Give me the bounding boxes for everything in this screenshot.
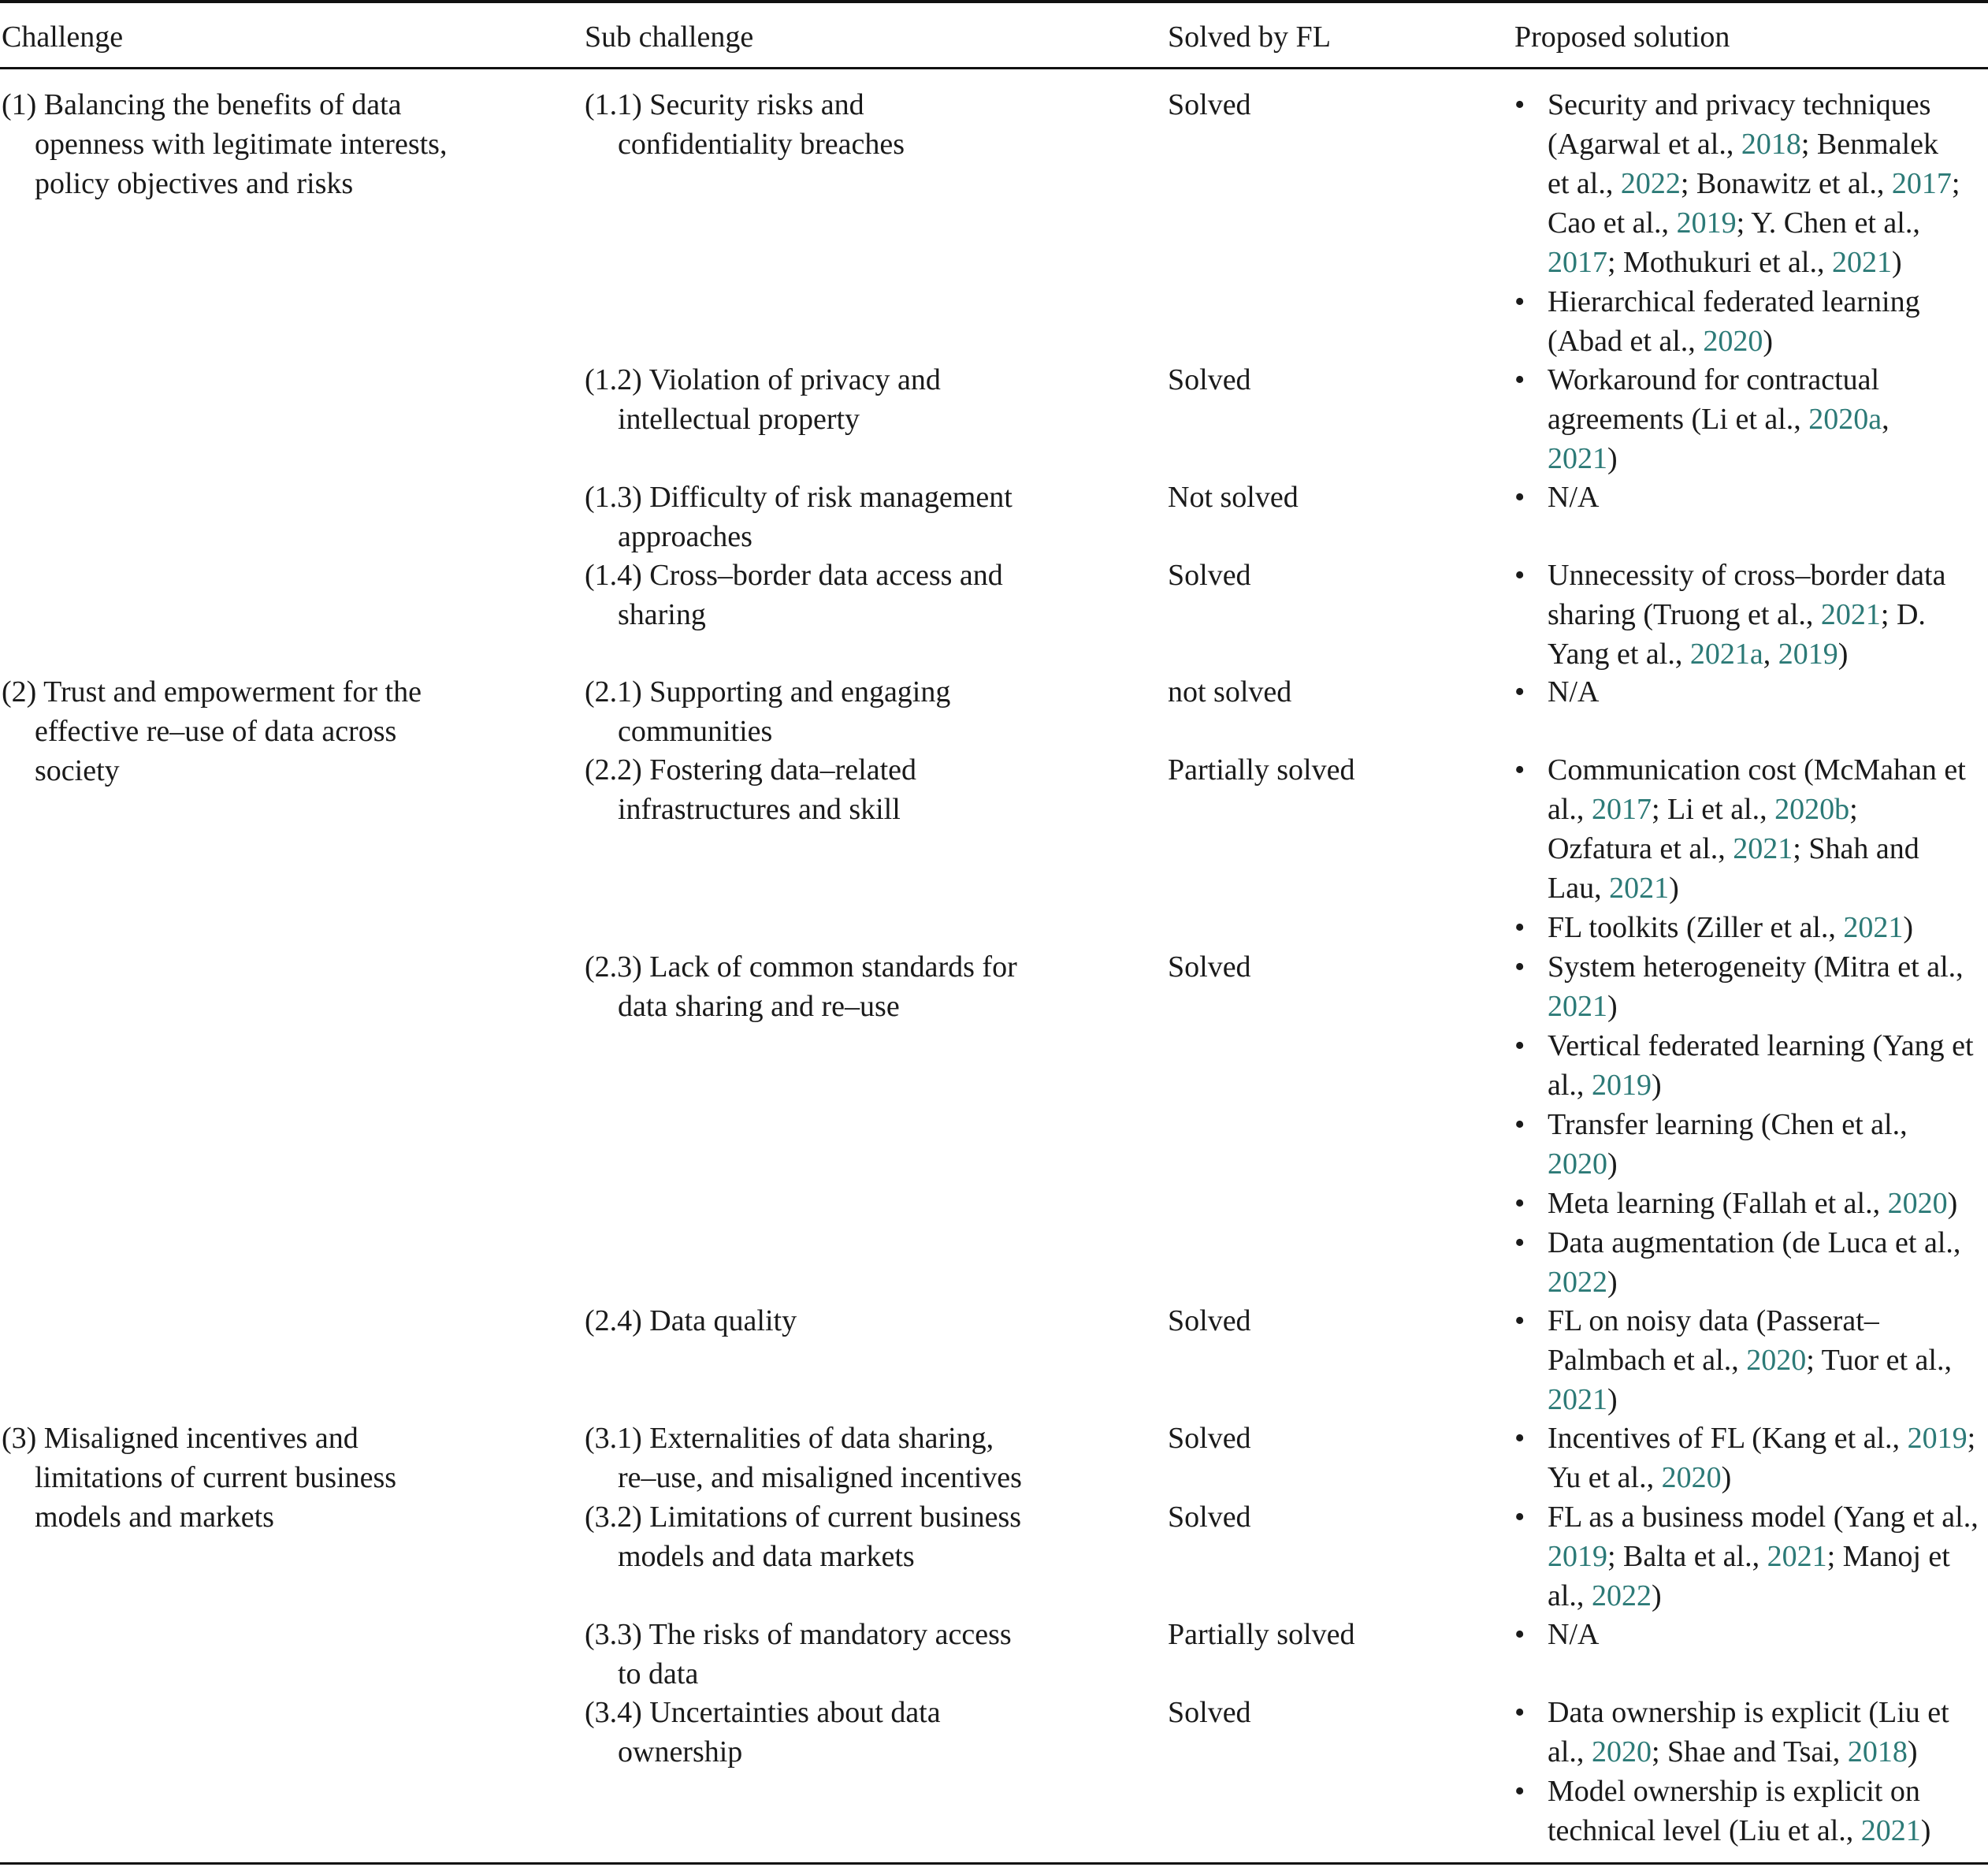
sub-challenge-1-4: (1.4) Cross–border data access and sharing [585, 559, 1003, 631]
solution-bullet: • System heterogeneity (Mitra et al., 2021) [1514, 947, 1987, 1026]
citation-link[interactable]: 2021a [1689, 638, 1763, 671]
solution-bullet: • N/A [1514, 672, 1987, 712]
citation-link[interactable]: 2021 [1609, 872, 1670, 905]
table-header-rule [0, 67, 1988, 69]
citation-link[interactable]: 2018 [1847, 1735, 1908, 1768]
citation-link[interactable]: 2019 [1676, 206, 1737, 240]
solution-bullet: • Data augmentation (de Luca et al., 2022) [1514, 1223, 1987, 1302]
bullet-dot: • [1514, 950, 1525, 984]
challenge-1: (1) Balancing the benefits of data openness with legitimate interests, policy objectives and risks [2, 88, 448, 200]
sub-challenge-2-3: (2.3) Lack of common standards for data sharing and re–use [585, 950, 1017, 1023]
citation-link[interactable]: 2022 [1591, 1579, 1652, 1612]
solution-bullet: • Transfer learning (Chen et al., 2020) [1514, 1105, 1987, 1184]
bullet-dot: • [1514, 1187, 1525, 1220]
citation-link[interactable]: 2018 [1741, 128, 1801, 161]
header-challenge: Challenge [2, 20, 124, 54]
status-1-4: Solved [1168, 559, 1251, 592]
bullet-dot: • [1514, 1029, 1525, 1062]
citation-link[interactable]: 2021 [1860, 1814, 1921, 1847]
solution-bullet: • N/A [1514, 1615, 1987, 1654]
bullet-dot: • [1514, 753, 1525, 787]
solution-bullet: • Model ownership is explicit on technical level (Liu et al., 2021) [1514, 1772, 1987, 1850]
bullet-dot: • [1514, 1304, 1525, 1337]
sub-challenge-3-1: (3.1) Externalities of data sharing, re–use, and misaligned incentives [585, 1422, 1022, 1494]
citation-link[interactable]: 2017 [1591, 793, 1652, 826]
header-solved-by-fl: Solved by FL [1168, 20, 1331, 54]
bullet-dot: • [1514, 1226, 1525, 1259]
solution-bullet: • Vertical federated learning (Yang et al., 2019) [1514, 1026, 1987, 1105]
bullet-dot: • [1514, 481, 1525, 514]
sub-challenge-1-1: (1.1) Security risks and confidentiality breaches [585, 88, 905, 161]
solution-bullet: • Hierarchical federated learning (Abad et al., 2020) [1514, 282, 1987, 361]
solution-bullet: • FL toolkits (Ziller et al., 2021) [1514, 908, 1987, 947]
citation-link[interactable]: 2020 [1591, 1735, 1652, 1768]
status-2-1: not solved [1168, 675, 1292, 708]
solution-bullet: • N/A [1514, 478, 1987, 517]
citation-link[interactable]: 2022 [1620, 167, 1681, 200]
table-top-rule [0, 0, 1988, 3]
bullet-dot: • [1514, 1501, 1525, 1534]
citation-link[interactable]: 2021 [1767, 1540, 1827, 1573]
citation-link[interactable]: 2021 [1831, 246, 1892, 279]
status-3-3: Partially solved [1168, 1618, 1355, 1651]
bullet-dot: • [1514, 88, 1525, 121]
bullet-dot: • [1514, 1696, 1525, 1729]
status-2-2: Partially solved [1168, 753, 1355, 787]
header-sub-challenge: Sub challenge [585, 20, 754, 54]
citation-link[interactable]: 2017 [1891, 167, 1952, 200]
citation-link[interactable]: 2021 [1548, 990, 1607, 1023]
citation-link[interactable]: 2021 [1733, 832, 1793, 865]
sub-challenge-1-2: (1.2) Violation of privacy and intellectual property [585, 363, 941, 436]
solution-bullet: • Data ownership is explicit (Liu et al., 2020; Shae and Tsai, 2018) [1514, 1693, 1987, 1772]
citation-link[interactable]: 2022 [1548, 1266, 1607, 1299]
table-bottom-rule [0, 1862, 1988, 1865]
status-1-2: Solved [1168, 363, 1251, 396]
citation-link[interactable]: 2019 [1591, 1069, 1652, 1102]
citation-link[interactable]: 2020a [1808, 403, 1882, 436]
bullet-dot: • [1514, 1618, 1525, 1651]
citation-link[interactable]: 2020 [1887, 1187, 1948, 1220]
status-2-3: Solved [1168, 950, 1251, 984]
header-proposed-solution: Proposed solution [1514, 20, 1730, 54]
solution-bullet: • FL on noisy data (Passerat– Palmbach et al., 2020; Tuor et al., 2021) [1514, 1301, 1987, 1419]
bullet-dot: • [1514, 285, 1525, 318]
status-3-1: Solved [1168, 1422, 1251, 1455]
citation-link[interactable]: 2020 [1548, 1147, 1607, 1181]
bullet-dot: • [1514, 911, 1525, 944]
citation-link[interactable]: 2021 [1843, 911, 1904, 944]
solution-bullet: • FL as a business model (Yang et al., 2019; Balta et al., 2021; Manoj et al., 2022) [1514, 1497, 1987, 1616]
citation-link[interactable]: 2020 [1661, 1461, 1722, 1494]
sub-challenge-3-2: (3.2) Limitations of current business models and data markets [585, 1501, 1022, 1573]
citation-link[interactable]: 2020b [1774, 793, 1850, 826]
citation-link[interactable]: 2019 [1548, 1540, 1607, 1573]
status-2-4: Solved [1168, 1304, 1251, 1337]
bullet-dot: • [1514, 1108, 1525, 1141]
citation-link[interactable]: 2021 [1548, 442, 1607, 475]
solution-bullet: • Security and privacy techniques (Agarwal et al., 2018; Benmalek et al., 2022; Bonawitz et al., 2017; Cao et al., 2019; Y. Chen et al., 2017; Mothukuri et al., 2021) [1514, 85, 1987, 282]
citation-link[interactable]: 2019 [1778, 638, 1838, 671]
sub-challenge-3-3: (3.3) The risks of mandatory access to data [585, 1618, 1012, 1690]
citation-link[interactable]: 2021 [1820, 598, 1881, 631]
status-3-4: Solved [1168, 1696, 1251, 1729]
bullet-dot: • [1514, 559, 1525, 592]
solution-bullet: • Incentives of FL (Kang et al., 2019; Yu et al., 2020) [1514, 1419, 1987, 1497]
challenge-2: (2) Trust and empowerment for the effective re–use of data across society [2, 675, 422, 787]
citation-link[interactable]: 2017 [1548, 246, 1607, 279]
sub-challenge-2-1: (2.1) Supporting and engaging communities [585, 675, 951, 748]
citation-link[interactable]: 2021 [1548, 1383, 1607, 1416]
citation-link[interactable]: 2020 [1703, 325, 1763, 358]
solution-bullet: • Communication cost (McMahan et al., 2017; Li et al., 2020b; Ozfatura et al., 2021; Shah and Lau, 2021) [1514, 750, 1987, 908]
status-1-1: Solved [1168, 88, 1251, 121]
solution-bullet: • Workaround for contractual agreements (Li et al., 2020a, 2021) [1514, 360, 1987, 478]
sub-challenge-3-4: (3.4) Uncertainties about data ownership [585, 1696, 941, 1768]
sub-challenge-1-3: (1.3) Difficulty of risk management approaches [585, 481, 1013, 553]
citation-link[interactable]: 2019 [1907, 1422, 1968, 1455]
bullet-dot: • [1514, 675, 1525, 708]
sub-challenge-2-2: (2.2) Fostering data–related infrastructures and skill [585, 753, 917, 826]
solution-bullet: • Unnecessity of cross–border data sharing (Truong et al., 2021; D. Yang et al., 2021a, 2019) [1514, 556, 1987, 674]
status-3-2: Solved [1168, 1501, 1251, 1534]
bullet-dot: • [1514, 1422, 1525, 1455]
bullet-dot: • [1514, 363, 1525, 396]
bullet-dot: • [1514, 1775, 1525, 1808]
solution-bullet: • Meta learning (Fallah et al., 2020) [1514, 1184, 1987, 1223]
challenge-3: (3) Misaligned incentives and limitations of current business models and markets [2, 1422, 397, 1534]
status-1-3: Not solved [1168, 481, 1299, 514]
citation-link[interactable]: 2020 [1746, 1344, 1807, 1377]
sub-challenge-2-4: (2.4) Data quality [585, 1304, 797, 1337]
